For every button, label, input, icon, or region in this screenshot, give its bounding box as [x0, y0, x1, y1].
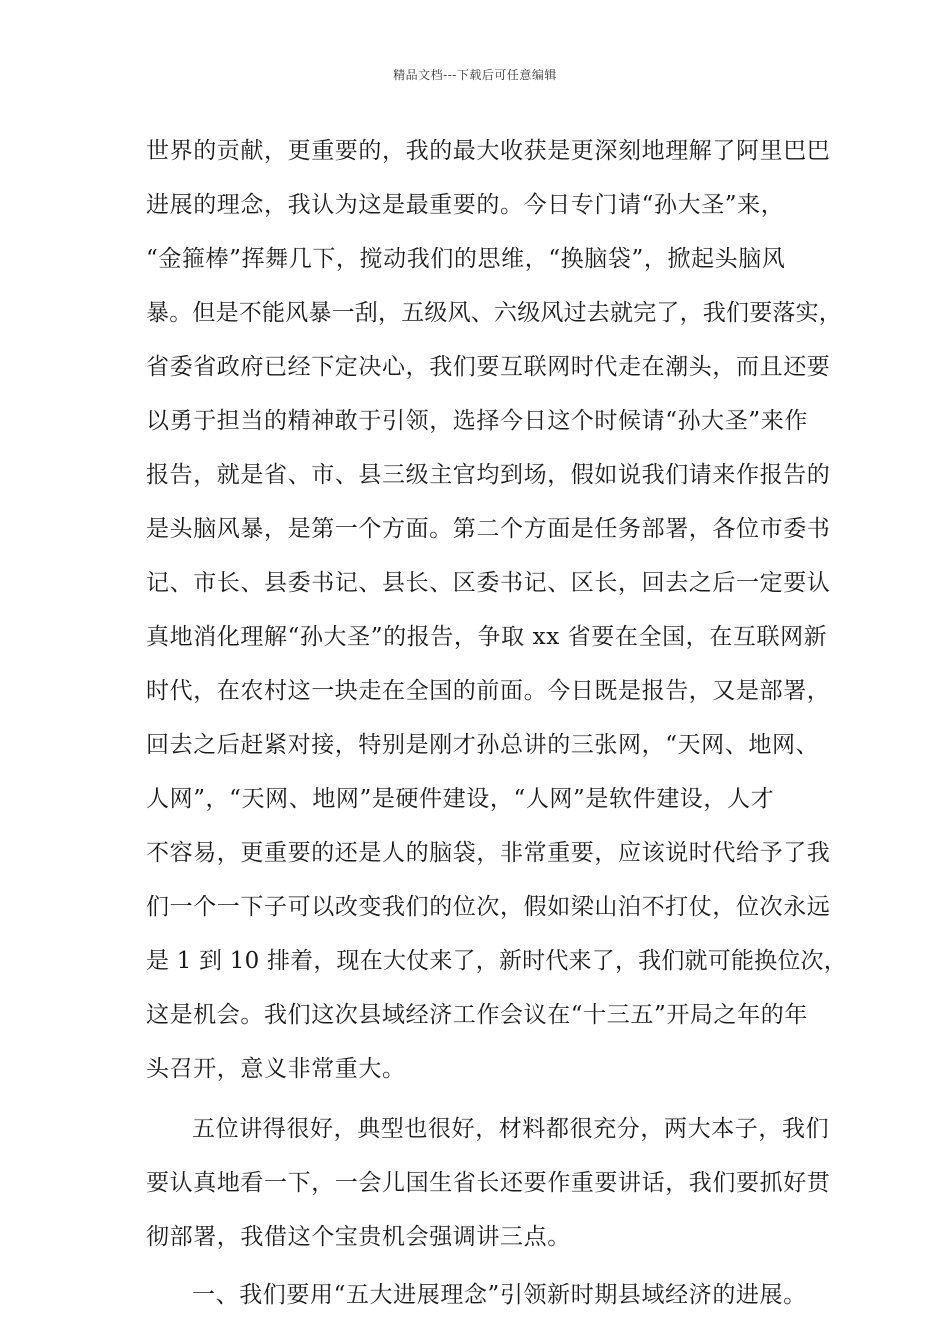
text-line: 这是机会。我们这次县域经济工作会议在“十三五”开局之年的年 — [146, 1002, 808, 1028]
text-line: 时代，在农村这一块走在全国的前面。今日既是报告，又是部署， — [146, 678, 831, 704]
text-line: 头召开，意义非常重大。 — [146, 1056, 406, 1082]
document-body — [146, 124, 847, 1322]
text-line: 是头脑风暴，是第一个方面。第二个方面是任务部署，各位市委书 — [146, 516, 831, 542]
text-line: 们一个一下子可以改变我们的位次，假如梁山泊不打仗，位次永远 — [146, 894, 831, 920]
text-line: 彻部署，我借这个宝贵机会强调讲三点。 — [146, 1224, 571, 1250]
text-line: 记、市长、县委书记、县长、区委书记、区长，回去之后一定要认 — [146, 570, 831, 596]
text-line: 人网”，“天网、地网”是硬件建设，“人网”是软件建设，人才 — [146, 786, 775, 812]
text-line: 不容易，更重要的还是人的脑袋，非常重要，应该说时代给予了我 — [146, 840, 831, 866]
paragraph-3 — [146, 1268, 826, 1322]
text-line: 世界的贡献，更重要的，我的最大收获是更深刻地理解了阿里巴巴 — [146, 138, 831, 164]
text-line: 以勇于担当的精神敢于引领，选择今日这个时候请“孙大圣”来作 — [146, 408, 808, 434]
text-line: 进展的理念，我认为这是最重要的。今日专门请“孙大圣”来， — [146, 192, 785, 218]
text-line: “金箍棒”挥舞几下，搅动我们的思维，“换脑袋”，掀起头脑风 — [146, 246, 786, 272]
paragraph-2 — [146, 1102, 831, 1264]
text-line: 报告，就是省、市、县三级主官均到场，假如说我们请来作报告的 — [146, 462, 831, 488]
text-line: 五位讲得很好，典型也很好，材料都很充分，两大本子，我们 — [192, 1116, 830, 1142]
text-line: 暴。但是不能风暴一刮，五级风、六级风过去就完了，我们要落实， — [146, 300, 842, 326]
text-line: 省委省政府已经下定决心，我们要互联网时代走在潮头，而且还要 — [146, 354, 831, 380]
text-line: 要认真地看一下，一会儿国生省长还要作重要讲话，我们要抓好贯 — [146, 1170, 831, 1196]
text-line: 是 1 到 10 排着，现在大仗来了，新时代来了，我们就可能换位次， — [146, 948, 847, 974]
text-line: 一、我们要用“五大进展理念”引领新时期县域经济的进展。 — [192, 1282, 807, 1308]
page-header: 精品文档---下载后可任意编辑 — [393, 68, 557, 82]
text-line: 回去之后赶紧对接，特别是刚才孙总讲的三张网，“天网、地网、 — [146, 732, 820, 758]
paragraph-1 — [146, 124, 847, 1096]
text-line: 真地消化理解“孙大圣”的报告，争取 xx 省要在全国，在互联网新 — [146, 624, 828, 650]
